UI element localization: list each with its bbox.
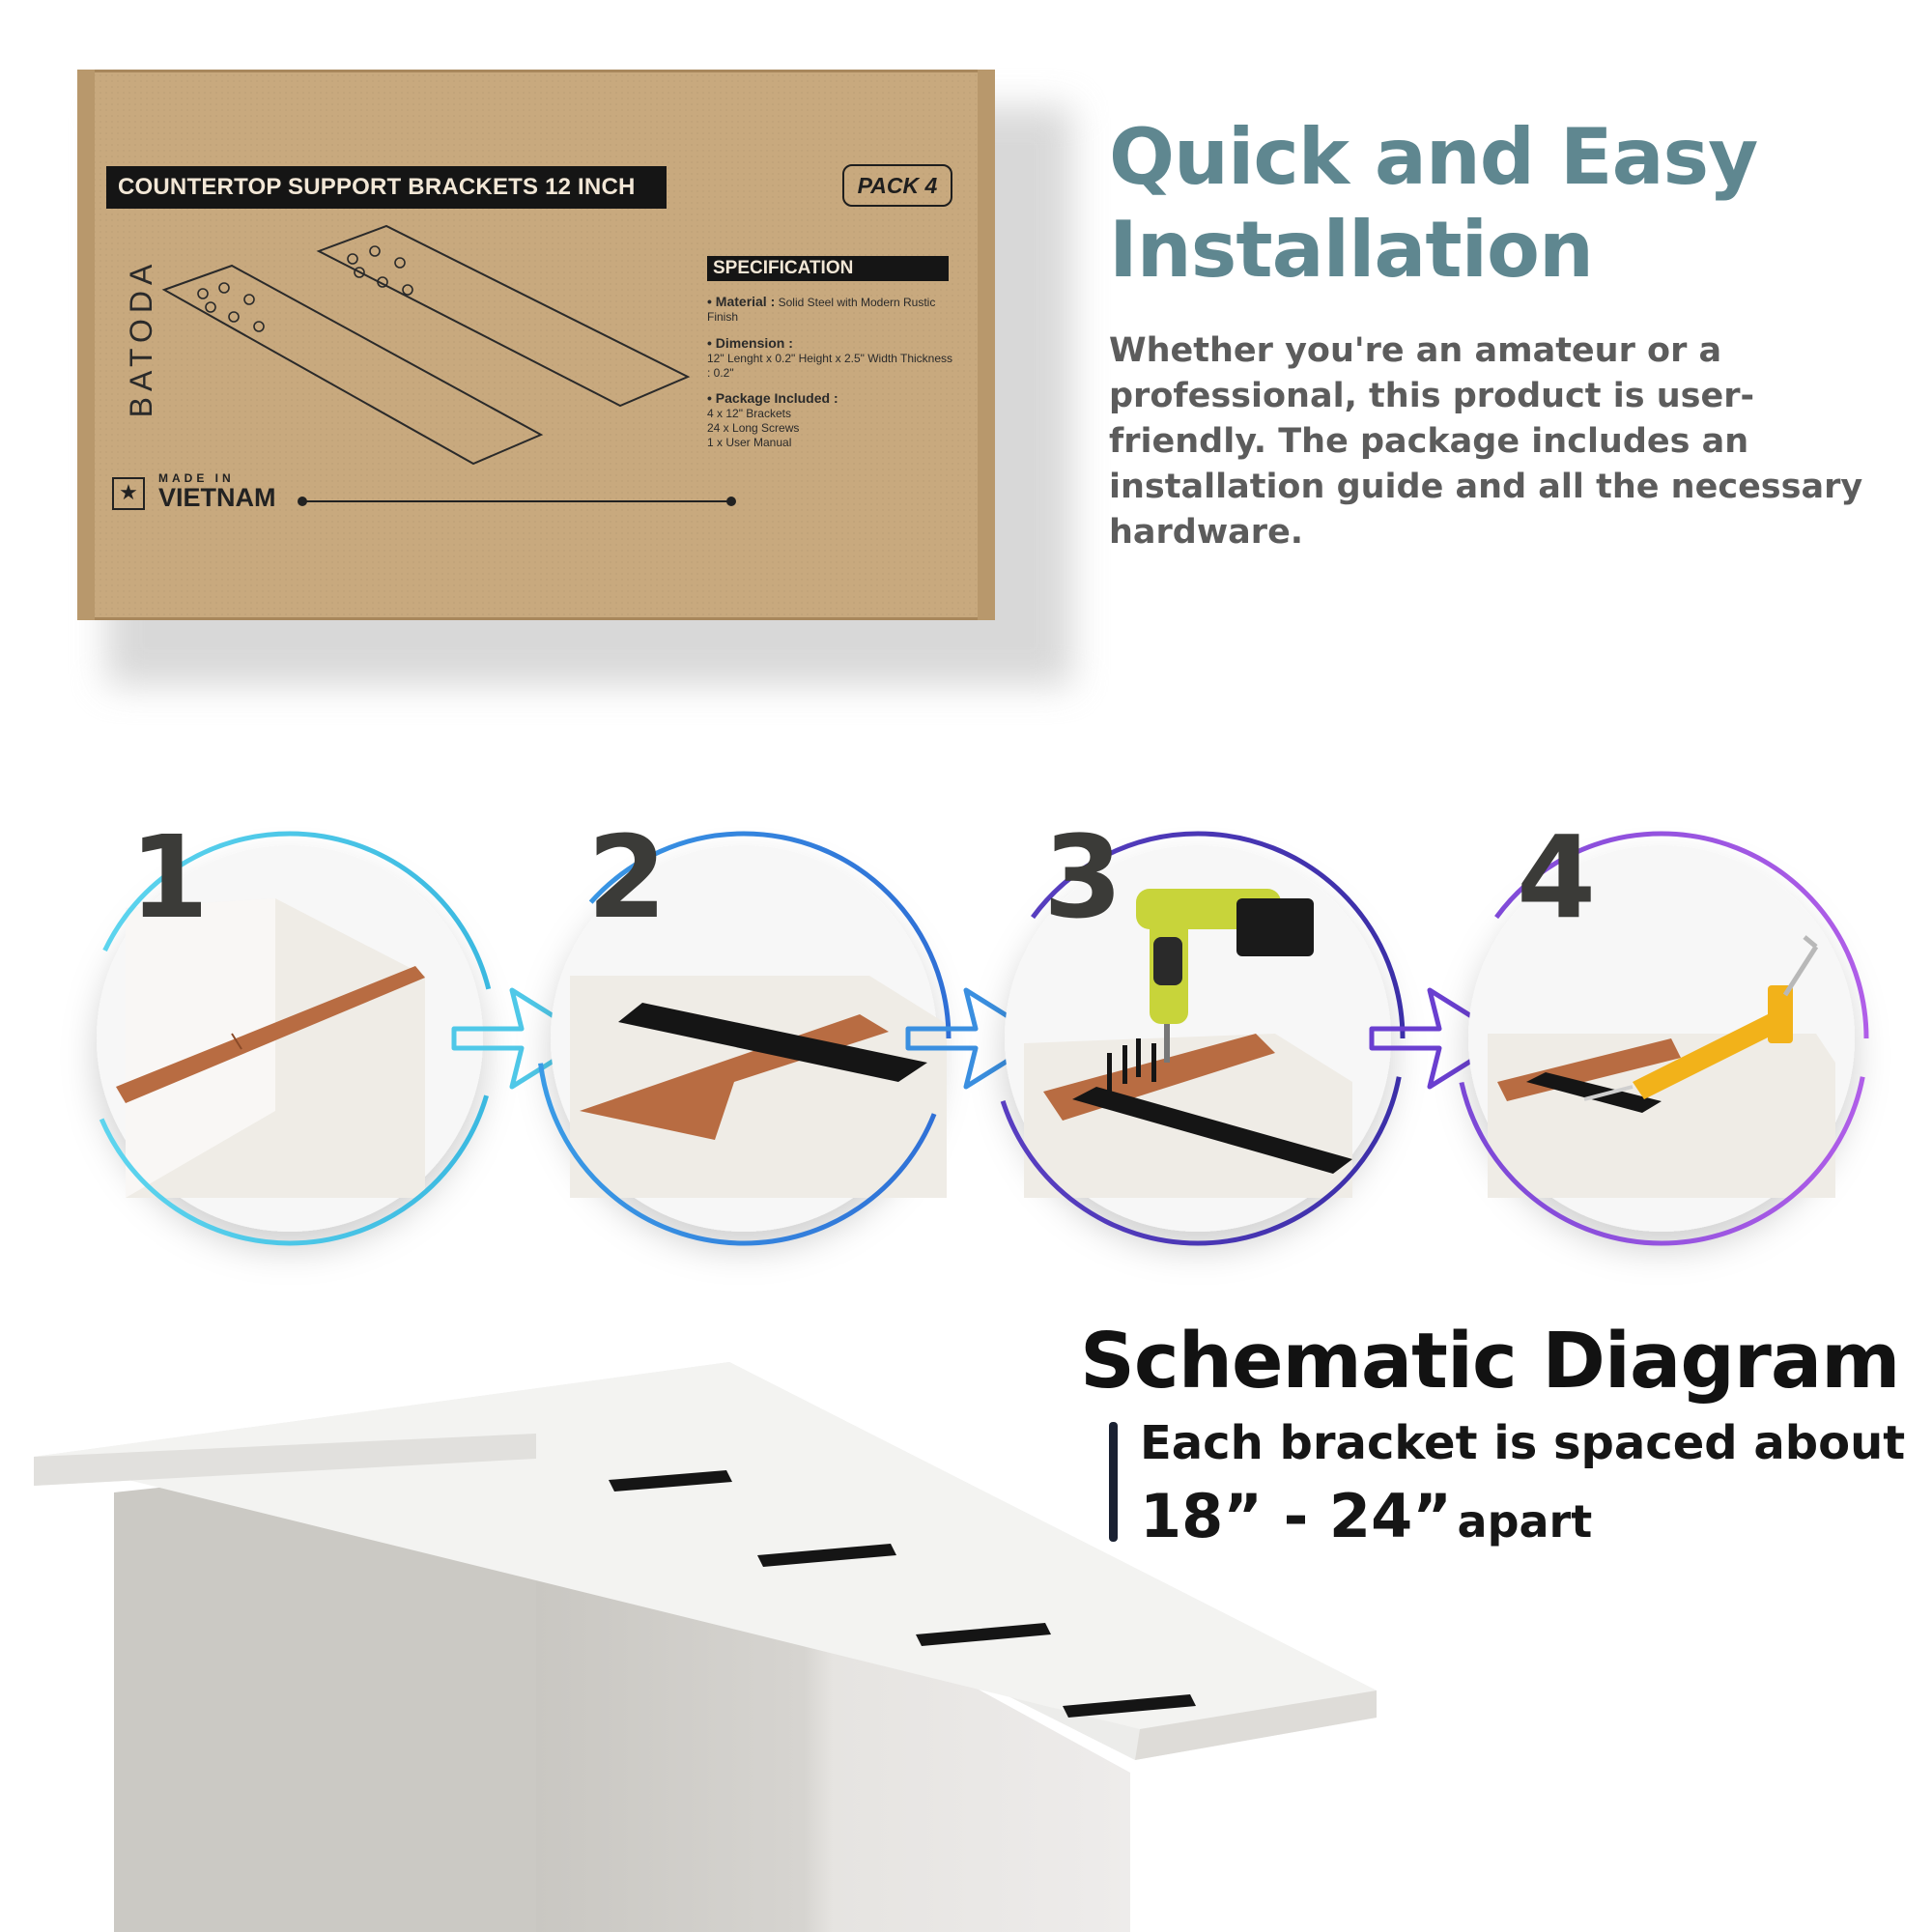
specification-heading: SPECIFICATION <box>707 256 949 281</box>
spec-dimension <box>707 336 958 381</box>
spec-dimension-label: • Dimension : <box>707 335 793 351</box>
spec-material-text: Solid Steel with Modern Rustic Finish <box>707 296 936 324</box>
schematic-accent-bar <box>1109 1422 1118 1542</box>
spec-package-label: • Package Included : <box>707 390 838 406</box>
made-in-label: MADE IN <box>158 471 235 485</box>
brackets-illustration <box>155 213 696 502</box>
title-line-2: Installation <box>1109 205 1593 295</box>
pack-badge: PACK 4 <box>842 164 952 207</box>
box-flap-left <box>77 70 95 620</box>
description: Whether you're an amateur or a professional, this product is user-friendly. The package includes an installation guide and all the necessary hardware. <box>1109 331 1863 552</box>
spec-dimension-text: 12" Lenght x 0.2" Height x 2.5" Width Thickness : 0.2" <box>707 352 953 380</box>
spec-package-line: 1 x User Manual <box>707 436 792 449</box>
spec-material <box>707 295 958 325</box>
brand-logo: BATODA <box>124 258 158 418</box>
box-flap-right <box>978 70 995 620</box>
spacing-range: 18” - 24” <box>1140 1481 1452 1551</box>
spec-package <box>707 391 958 450</box>
line-end-dot <box>726 497 736 506</box>
star-icon: ★ <box>112 477 145 510</box>
steps-diagram <box>0 792 1932 1294</box>
step-1-number: 1 <box>129 810 210 944</box>
spec-package-line: 4 x 12" Brackets <box>707 407 791 420</box>
spec-package-line: 24 x Long Screws <box>707 421 800 435</box>
box-title: COUNTERTOP SUPPORT BRACKETS 12 INCH <box>106 166 667 209</box>
title-line-1: Quick and Easy <box>1109 112 1758 202</box>
spacing-apart: apart <box>1457 1495 1593 1548</box>
made-in-line <box>301 500 734 502</box>
spec-material-label: • Material : <box>707 294 776 309</box>
schematic-text: Each bracket is spaced about <box>1140 1416 1906 1470</box>
step-4-number: 4 <box>1517 810 1597 944</box>
made-in-country: VIETNAM <box>158 483 276 512</box>
page-title <box>1109 111 1901 297</box>
schematic-spacing <box>1140 1482 1913 1567</box>
step-3-number: 3 <box>1043 810 1123 944</box>
step-2-number: 2 <box>587 810 668 944</box>
schematic-title: Schematic Diagram <box>1080 1317 1900 1406</box>
